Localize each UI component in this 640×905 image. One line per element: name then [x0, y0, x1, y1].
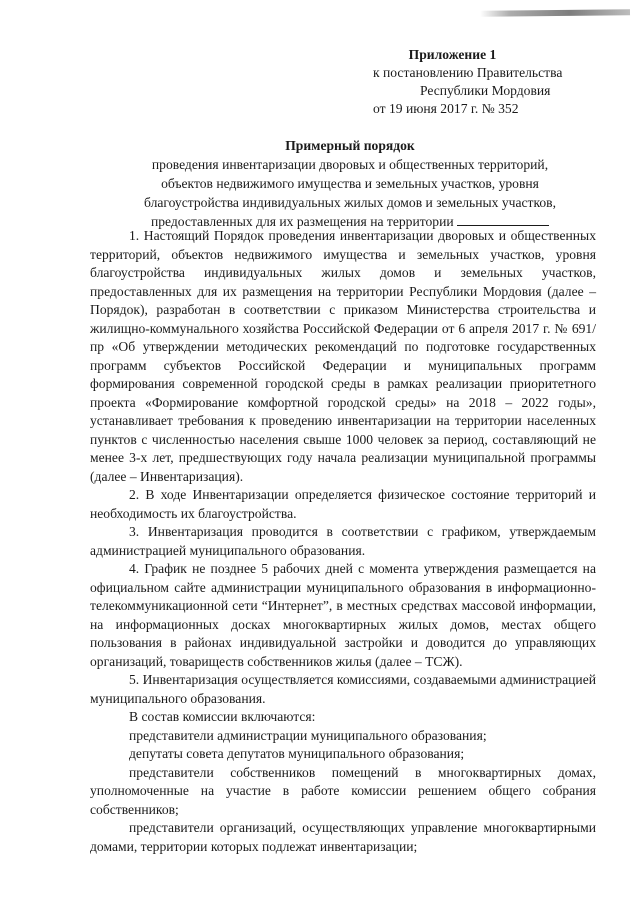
paragraph-1: 1. Настоящий Порядок проведения инвентаризации дворовых и общественных территорий, объектов недвижимого имущества и земельных участков, уровня благоустройства индивидуальных жилых домов и земельных участков, предоставленных для их размещения на территории Республики Мордовия (далее – Порядок), разработан в соответствии с приказом Министерства строительства и жилищно-коммунального хозяйства Российской Федерации от 6 апреля 2017 г. № 691/пр «Об утверждении методических рекомендаций по подготовке государственных программ субъектов Российской Федерации и муниципальных программ формирования современной городской среды в рамках реализации приоритетного проекта «Формирование комфортной городской среды» на 2018 – 2022 годы», устанавливает требования к проведению инвентаризации на территории населенных пунктов с численностью населения свыше 1000 человек за период, составляющий не менее 3-х лет, предшествующих году начала реализации муниципальной программы (далее – Инвентаризация).	[90, 228, 596, 484]
blank-underline	[457, 213, 549, 226]
document-body	[90, 227, 596, 856]
title-subline-1: проведения инвентаризации дворовых и общественных территорий,	[151, 157, 549, 172]
approval-line-1: к постановлению Правительства	[373, 65, 563, 80]
commission-item-2: депутаты совета депутатов муниципального образования;	[129, 746, 465, 761]
paragraph-4: 4. График не позднее 5 рабочих дней с момента утверждения размещается на официальном сайте администрации муниципального образования в информационно-телекоммуникационной сети “Интернет”, в местных средствах массовой информации, на информационных досках многоквартирных жилых домов, местах общего пользования в районах индивидуальной застройки и доводится до управляющих организаций, товариществ собственников жилья (далее – ТСЖ).	[90, 561, 596, 669]
paragraph-3: 3. Инвентаризация проводится в соответствии с графиком, утверждаемым администрацией муниципального образования.	[90, 524, 596, 558]
paragraph-5: 5. Инвентаризация осуществляется комиссиями, создаваемыми администрацией муниципального образования.	[90, 672, 596, 706]
commission-item-4: представители организаций, осуществляющих управление многоквартирными домами, территории которых подлежат инвентаризации;	[90, 820, 596, 854]
approval-line-3: от 19 июня 2017 г. № 352	[373, 101, 519, 116]
approval-line-2: Республики Мордовия	[420, 83, 551, 98]
approval-block	[365, 46, 615, 118]
commission-item-3: представители собственников помещений в многоквартирных домах, уполномоченные на участие в работе комиссии решением общего собрания собственников;	[90, 764, 596, 817]
scan-artifact	[480, 9, 630, 17]
commission-intro: В состав комиссии включаются:	[129, 709, 316, 724]
title-subline-2: объектов недвижимого имущества и земельных участков, уровня	[161, 176, 539, 191]
document-title-block	[105, 136, 595, 231]
title-subline-4: предоставленных для их размещения на территории	[150, 214, 454, 229]
paragraph-2: 2. В ходе Инвентаризации определяется физическое состояние территорий и необходимость их благоустройства.	[90, 487, 596, 521]
appendix-label: Приложение 1	[408, 47, 497, 62]
document-title: Примерный порядок	[285, 138, 415, 153]
title-subline-3: благоустройства индивидуальных жилых домов и земельных участков,	[144, 195, 556, 210]
commission-item-1: представители администрации муниципального образования;	[129, 727, 487, 743]
